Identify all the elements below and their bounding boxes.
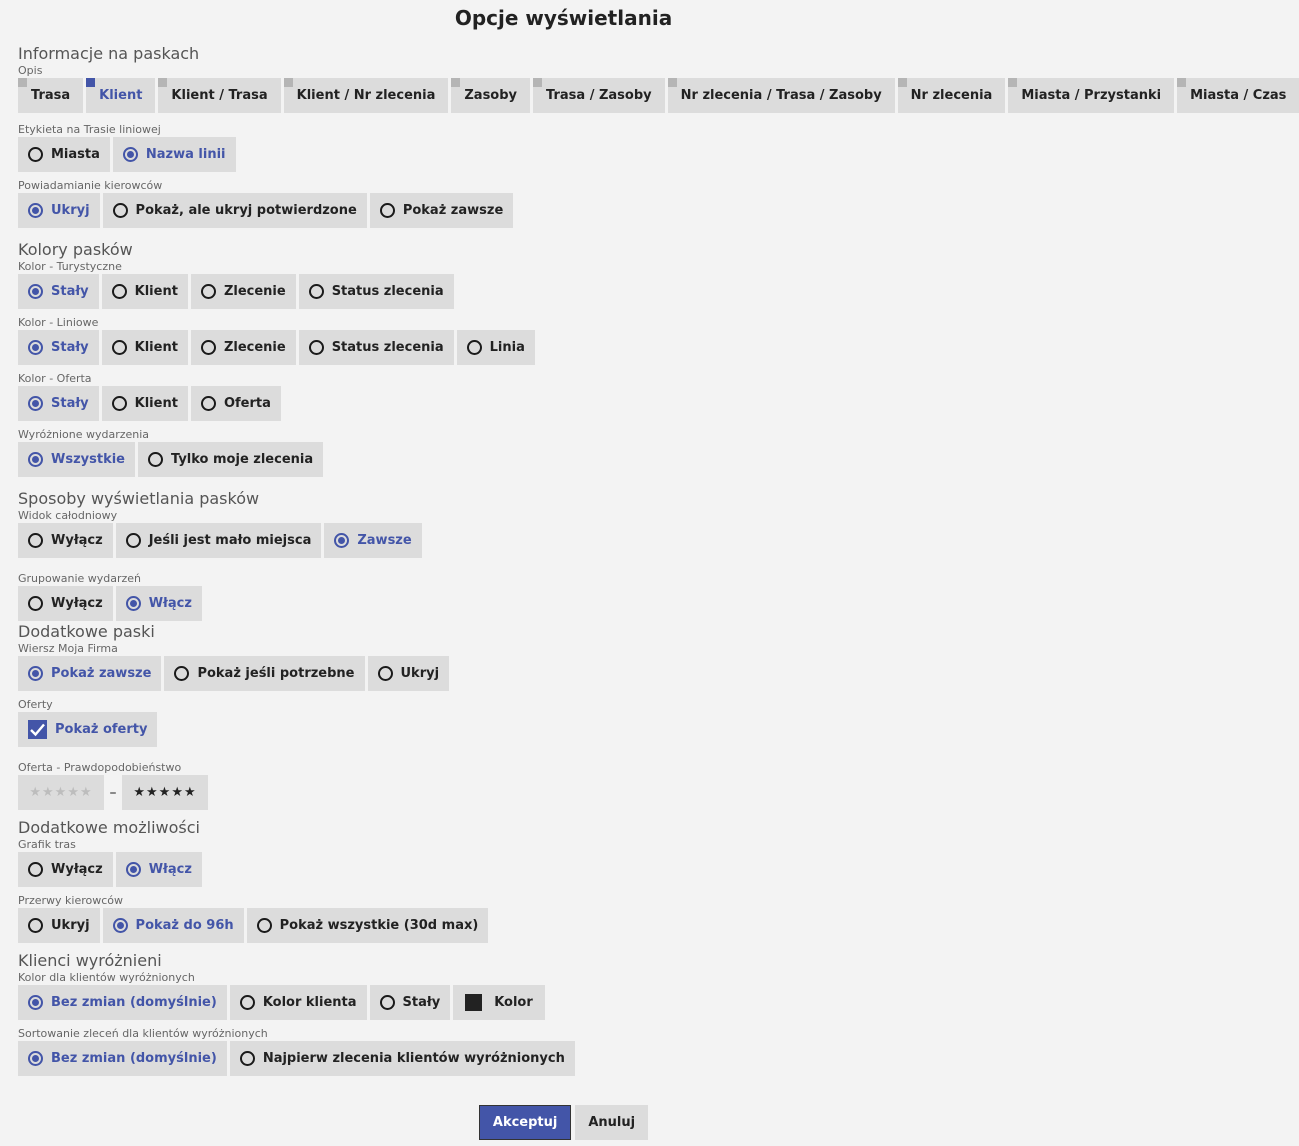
probability-range [18, 775, 1118, 810]
radio-unchecked-icon [148, 452, 163, 467]
color-option-label: Kolor [494, 995, 533, 1010]
radio-option-grupowanie-1[interactable] [116, 586, 202, 621]
tab-opis-3[interactable] [284, 78, 449, 113]
radio-unchecked-icon [113, 203, 128, 218]
option-label: Zawsze [357, 533, 412, 548]
tab-opis-0[interactable] [18, 78, 83, 113]
radio-checked-icon [123, 147, 138, 162]
tab-corner-icon [18, 78, 27, 87]
tab-opis-2[interactable] [158, 78, 280, 113]
tab-corner-icon [451, 78, 460, 87]
radio-unchecked-icon [28, 918, 43, 933]
option-label: Kolor klienta [262, 995, 357, 1010]
tab-opis-6[interactable] [668, 78, 895, 113]
option-label: Stały [51, 284, 89, 299]
option-label: Klient / Nr zlecenia [296, 88, 436, 103]
radio-checked-icon [28, 396, 43, 411]
radio-unchecked-icon [112, 284, 127, 299]
radio-unchecked-icon [112, 340, 127, 355]
option-label: Pokaż wszystkie (30d max) [279, 918, 479, 933]
radio-group-powiadamianie [18, 193, 1118, 228]
radio-group-sortowanie [18, 1041, 1118, 1076]
radio-checked-icon [113, 918, 128, 933]
radio-option-liniowe-2[interactable] [191, 330, 296, 365]
option-label: Nazwa linii [145, 147, 226, 162]
radio-group-kolor-klientow [18, 985, 1118, 1020]
option-label: Stały [402, 995, 441, 1010]
radio-option-liniowe-4[interactable] [457, 330, 535, 365]
radio-checked-icon [334, 533, 349, 548]
radio-option-wyroznione-0[interactable] [18, 442, 135, 477]
option-label: Status zlecenia [331, 340, 444, 355]
option-label: Nr zlecenia / Trasa / Zasoby [680, 88, 882, 103]
option-label: Pokaż zawsze [51, 666, 152, 681]
radio-group-widok [18, 523, 1118, 558]
radio-unchecked-icon [240, 995, 255, 1010]
section-title-display: Sposoby wyświetlania pasków [18, 489, 260, 508]
option-label: Ukryj [400, 666, 440, 681]
section-title-extra-features: Dodatkowe możliwości [18, 818, 200, 837]
option-label: Tylko moje zlecenia [171, 452, 314, 467]
section-title-extra-bars: Dodatkowe paski [18, 622, 155, 641]
radio-option-sortowanie-0[interactable] [18, 1041, 227, 1076]
min-probability-stars[interactable]: ★★★★★ [18, 775, 104, 810]
radio-option-oferta-1[interactable] [102, 386, 188, 421]
option-label: Stały [51, 340, 89, 355]
tab-corner-icon [1008, 78, 1017, 87]
option-label: Wyłącz [51, 533, 103, 548]
radio-group-przerwy [18, 908, 1118, 943]
option-label: Miasta [51, 147, 100, 162]
radio-option-widok-0[interactable] [18, 523, 113, 558]
label-kolor-klientow: Kolor dla klientów wyróżnionych [18, 971, 195, 984]
tab-opis-9[interactable] [1177, 78, 1299, 113]
radio-option-liniowe-0[interactable] [18, 330, 99, 365]
radio-group-turystyczne [18, 274, 1118, 309]
radio-unchecked-icon [240, 1051, 255, 1066]
radio-option-kolor-2[interactable] [370, 985, 451, 1020]
radio-option-sortowanie-1[interactable] [230, 1041, 575, 1076]
tab-corner-icon [898, 78, 907, 87]
tab-corner-icon [284, 78, 293, 87]
dialog-title: Opcje wyświetlania [454, 6, 673, 30]
radio-group-etykieta [18, 137, 1118, 172]
dialog-footer [0, 1105, 1127, 1140]
radio-unchecked-icon [380, 995, 395, 1010]
tab-opis-4[interactable] [451, 78, 530, 113]
option-label: Bez zmian (domyślnie) [51, 1051, 217, 1066]
radio-checked-icon [28, 666, 43, 681]
option-label: Trasa [31, 88, 71, 103]
range-separator: – [109, 784, 117, 801]
label-turystyczne: Kolor - Turystyczne [18, 260, 122, 273]
option-label: Wyłącz [51, 596, 103, 611]
radio-group-grafik [18, 852, 1118, 887]
radio-option-powiadamianie-1[interactable] [103, 193, 367, 228]
radio-unchecked-icon [174, 666, 189, 681]
tab-opis-8[interactable] [1008, 78, 1174, 113]
radio-option-wyroznione-1[interactable] [138, 442, 323, 477]
radio-group-liniowe [18, 330, 1118, 365]
option-label: Włącz [148, 596, 192, 611]
radio-option-powiadamianie-2[interactable] [370, 193, 513, 228]
max-probability-stars[interactable]: ★★★★★ [122, 775, 208, 810]
radio-unchecked-icon [112, 396, 127, 411]
radio-checked-icon [28, 284, 43, 299]
radio-unchecked-icon [257, 918, 272, 933]
option-label: Wyłącz [51, 862, 103, 877]
radio-option-kolor-1[interactable] [230, 985, 367, 1020]
radio-option-grafik-1[interactable] [116, 852, 202, 887]
radio-unchecked-icon [378, 666, 393, 681]
section-title-info: Informacje na paskach [18, 44, 200, 63]
tab-corner-icon [1177, 78, 1186, 87]
option-label: Zlecenie [223, 284, 286, 299]
label-wiersz: Wiersz Moja Firma [18, 642, 118, 655]
option-label: Miasta / Przystanki [1021, 88, 1162, 103]
color-picker-option[interactable] [453, 985, 545, 1020]
option-label: Pokaż do 96h [135, 918, 234, 933]
radio-unchecked-icon [126, 533, 141, 548]
radio-unchecked-icon [201, 284, 216, 299]
option-label: Stały [51, 396, 89, 411]
option-label: Pokaż, ale ukryj potwierdzone [135, 203, 357, 218]
label-przerwy: Przerwy kierowców [18, 894, 124, 907]
radio-option-liniowe-3[interactable] [299, 330, 454, 365]
radio-option-kolor-0[interactable] [18, 985, 227, 1020]
show-offers-label: Pokaż oferty [55, 722, 148, 737]
option-label: Trasa / Zasoby [546, 88, 652, 103]
radio-option-etykieta-1[interactable] [113, 137, 236, 172]
option-label: Klient [134, 340, 178, 355]
checkbox-row-oferty [18, 712, 1118, 747]
radio-option-wiersz-1[interactable] [164, 656, 364, 691]
cancel-button[interactable]: Anuluj [575, 1105, 648, 1140]
radio-unchecked-icon [28, 533, 43, 548]
tab-corner-icon [668, 78, 677, 87]
label-oferty: Oferty [18, 698, 53, 711]
tab-corner-icon [533, 78, 542, 87]
radio-checked-icon [28, 452, 43, 467]
option-label: Jeśli jest mało miejsca [148, 533, 312, 548]
radio-option-przerwy-2[interactable] [247, 908, 489, 943]
radio-checked-icon [28, 340, 43, 355]
color-swatch [465, 994, 482, 1011]
radio-unchecked-icon [201, 340, 216, 355]
radio-unchecked-icon [28, 147, 43, 162]
label-grafik: Grafik tras [18, 838, 76, 851]
tabs-opis [18, 78, 1287, 113]
radio-unchecked-icon [28, 596, 43, 611]
label-opis: Opis [18, 64, 43, 77]
radio-checked-icon [126, 862, 141, 877]
option-label: Wszystkie [51, 452, 125, 467]
section-title-colors: Kolory pasków [18, 240, 133, 259]
label-etykieta: Etykieta na Trasie liniowej [18, 123, 161, 136]
radio-option-oferta-2[interactable] [191, 386, 281, 421]
radio-unchecked-icon [28, 862, 43, 877]
option-label: Oferta [223, 396, 271, 411]
radio-option-wiersz-0[interactable] [18, 656, 161, 691]
radio-option-przerwy-1[interactable] [103, 908, 244, 943]
option-label: Linia [489, 340, 525, 355]
radio-group-wiersz [18, 656, 1118, 691]
options-form [18, 44, 1287, 1076]
radio-option-turystyczne-0[interactable] [18, 274, 99, 309]
radio-option-etykieta-0[interactable] [18, 137, 110, 172]
label-oferta: Kolor - Oferta [18, 372, 92, 385]
radio-checked-icon [28, 203, 43, 218]
option-label: Włącz [148, 862, 192, 877]
option-label: Nr zlecenia [910, 88, 993, 103]
label-powiadamianie: Powiadamianie kierowców [18, 179, 163, 192]
option-label: Ukryj [51, 918, 90, 933]
tab-opis-5[interactable] [533, 78, 665, 113]
option-label: Pokaż jeśli potrzebne [197, 666, 355, 681]
radio-option-grafik-0[interactable] [18, 852, 113, 887]
label-grupowanie: Grupowanie wydarzeń [18, 572, 142, 585]
label-liniowe: Kolor - Liniowe [18, 316, 99, 329]
radio-option-turystyczne-3[interactable] [299, 274, 454, 309]
accept-button[interactable]: Akceptuj [479, 1105, 571, 1140]
option-label: Klient [134, 284, 178, 299]
option-label: Klient [134, 396, 178, 411]
radio-unchecked-icon [309, 284, 324, 299]
option-label: Klient [99, 88, 143, 103]
option-label: Bez zmian (domyślnie) [51, 995, 217, 1010]
radio-option-powiadamianie-0[interactable] [18, 193, 100, 228]
tab-corner-icon [86, 78, 95, 87]
tab-opis-1[interactable] [86, 78, 155, 113]
option-label: Klient / Trasa [171, 88, 268, 103]
radio-unchecked-icon [467, 340, 482, 355]
option-label: Zlecenie [223, 340, 286, 355]
option-label: Miasta / Czas [1190, 88, 1287, 103]
tab-corner-icon [158, 78, 167, 87]
radio-unchecked-icon [309, 340, 324, 355]
label-prawdopodobienstwo: Oferta - Prawdopodobieństwo [18, 761, 182, 774]
radio-option-widok-1[interactable] [116, 523, 322, 558]
radio-checked-icon [126, 596, 141, 611]
radio-option-turystyczne-1[interactable] [102, 274, 188, 309]
radio-group-oferta [18, 386, 1118, 421]
radio-option-grupowanie-0[interactable] [18, 586, 113, 621]
option-label: Pokaż zawsze [402, 203, 504, 218]
label-widok: Widok całodniowy [18, 509, 118, 522]
radio-group-grupowanie [18, 586, 1118, 621]
radio-option-turystyczne-2[interactable] [191, 274, 296, 309]
radio-checked-icon [28, 1051, 43, 1066]
section-title-clients: Klienci wyróżnieni [18, 951, 162, 970]
radio-option-widok-2[interactable] [324, 523, 421, 558]
show-offers-checkbox[interactable] [18, 712, 157, 747]
radio-option-liniowe-1[interactable] [102, 330, 188, 365]
radio-option-przerwy-0[interactable] [18, 908, 100, 943]
radio-group-wyroznione [18, 442, 1118, 477]
tab-opis-7[interactable] [898, 78, 1006, 113]
radio-option-oferta-0[interactable] [18, 386, 99, 421]
option-label: Ukryj [51, 203, 90, 218]
option-label: Status zlecenia [331, 284, 444, 299]
radio-unchecked-icon [201, 396, 216, 411]
label-sortowanie: Sortowanie zleceń dla klientów wyróżnionych [18, 1027, 268, 1040]
radio-unchecked-icon [380, 203, 395, 218]
radio-option-wiersz-2[interactable] [368, 656, 450, 691]
label-wyroznione: Wyróżnione wydarzenia [18, 428, 150, 441]
option-label: Zasoby [464, 88, 518, 103]
option-label: Najpierw zlecenia klientów wyróżnionych [262, 1051, 565, 1066]
checkmark-icon [28, 720, 47, 739]
radio-checked-icon [28, 995, 43, 1010]
